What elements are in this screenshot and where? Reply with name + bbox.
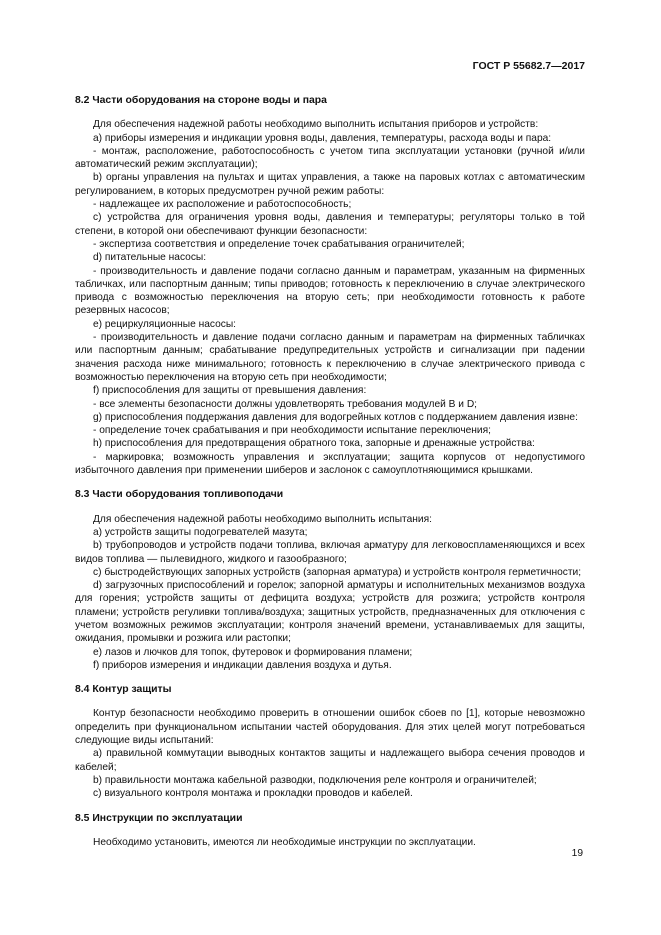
list-item: d) питательные насосы: [93, 252, 207, 264]
list-item: h) приспособления для предотвращения обратного тока, запорные и дренажные устройства: [93, 438, 535, 450]
list-item: а) приборы измерения и индикации уровня воды, давления, температуры, расхода воды и пара: [93, 132, 552, 144]
list-item: b) органы управления на пультах и щитах управления, а также на паровых котлах с автоматическим регулированием, в которых предусмотрен ручной режим работы: [75, 172, 585, 197]
list-item: - экспертиза соответствия и определение точек срабатывания ограничителей; [93, 238, 465, 250]
section-heading-8-3: 8.3 Части оборудования топливоподачи [75, 489, 284, 501]
paragraph: Контур безопасности необходимо проверить в отношении ошибок сбоев по [1], которые невозможно определить при функциональном испытании частей оборудования. Для этих целей могут потребоваться следующие виды испытаний: [75, 708, 585, 747]
list-item: - все элементы безопасности должны удовлетворять требования модулей В и D; [93, 398, 478, 410]
list-item: f) приборов измерения и индикации давления воздуха и дутья. [93, 659, 392, 671]
paragraph: Для обеспечения надежной работы необходимо выполнить испытания приборов и устройств: [93, 119, 539, 131]
list-item: f) приспособления для защиты от превышения давления: [93, 385, 367, 397]
list-item: - монтаж, расположение, работоспособность с учетом типа эксплуатации установки (ручной и/или автоматический режим эксплуатации); [75, 145, 585, 171]
document-code: ГОСТ Р 55682.7—2017 [472, 60, 585, 72]
list-item: b) правильности монтажа кабельной разводки, подключения реле контроля и ограничителей; [93, 774, 537, 786]
paragraph: Необходимо установить, имеются ли необходимые инструкции по эксплуатации. [93, 836, 476, 848]
list-item: а) устройств защиты подогревателей мазута; [93, 526, 308, 538]
list-item: а) правильной коммутации выводных контактов защиты и надлежащего выбора сечения проводов и кабелей; [75, 748, 585, 773]
list-item: - маркировка; возможность управления и эксплуатации; защита корпусов от недопустимого избыточного давления при применении шиберов и заслонок с самоуплотняющимися крышками. [75, 451, 585, 477]
list-item: e) лазов и лючков для топок, футеровок и формирования пламени; [93, 646, 413, 658]
document-body [75, 94, 585, 849]
list-item: - производительность и давление подачи согласно данным и параметрам на фирменных табличках или паспортным данным; срабатывание предупредительных устройств и сигнализации при падении значения расхода ниже минимального; готовность к переключению в случае электрического привода с возможностью переключения на вторую сеть при необходимости; [75, 332, 585, 383]
section-heading-8-4: 8.4 Контур защиты [75, 684, 172, 696]
list-item: - определение точек срабатывания и при необходимости испытание переключения; [93, 425, 491, 437]
list-item: e) рециркуляционные насосы: [93, 318, 236, 330]
list-item: c) быстродействующих запорных устройств (запорная арматура) и устройств контроля герметичности; [93, 566, 582, 578]
list-item: g) приспособления поддержания давления для водогрейных котлов с поддержанием давления извне: [93, 411, 578, 423]
list-item: - надлежащее их расположение и работоспособность; [93, 199, 352, 211]
section-heading-8-2: 8.2 Части оборудования на стороне воды и пара [75, 95, 327, 106]
list-item: c) визуального контроля монтажа и прокладки проводов и кабелей. [93, 788, 413, 800]
list-item: - производительность и давление подачи согласно данным и параметрам, указанным на фирменных табличках, или паспортным данным; типы приводов; готовность к переключению в случае электрического привода с возможностью переключения на вторую сеть; при необходимости готовность к работе резервных насосов; [75, 265, 585, 317]
list-item: c) устройства для ограничения уровня воды, давления и температуры; регуляторы только в той степени, в которой они обеспечивают функции безопасности: [75, 212, 585, 237]
section-heading-8-5: 8.5 Инструкции по эксплуатации [75, 812, 243, 824]
paragraph: Для обеспечения надежной работы необходимо выполнить испытания: [93, 513, 432, 525]
list-item: b) трубопроводов и устройств подачи топлива, включая арматуру для легковоспламеняющихся и всех видов топлива — пылевидного, жидкого и газообразного; [75, 540, 585, 565]
page-number: 19 [571, 848, 583, 859]
list-item: d) загрузочных приспособлений и горелок; запорной арматуры и исполнительных механизмов воздуха для горения; устройств защиты от дефицита воздуха; устройств для розжига; устройств контроля пламени; устройств регуливки топлива/воздуха; защитных устройств, предназначенных для отключения с учетом возможных режимов эксплуатации; контроля значений времени, устанавливаемых для защиты, ожидания, промывки и розжига или растопки; [75, 580, 585, 645]
